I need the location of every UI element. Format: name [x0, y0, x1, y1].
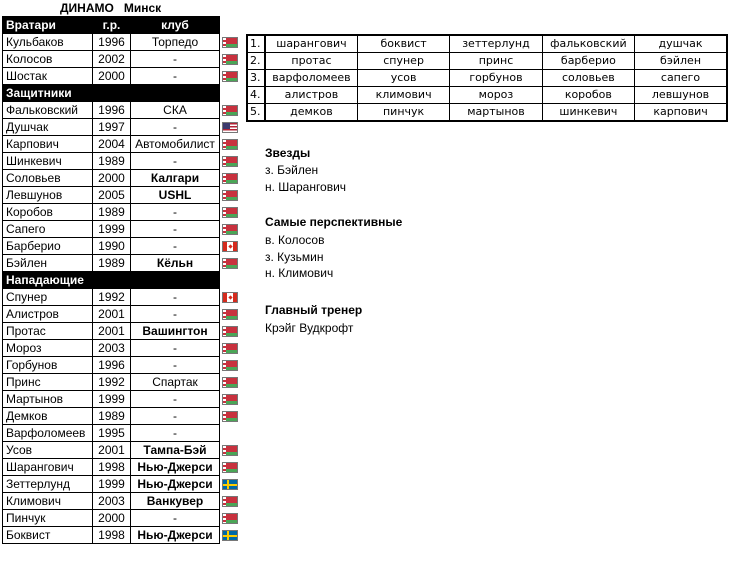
line-row — [247, 104, 727, 122]
player-year: 1996 — [93, 357, 131, 374]
player-year: 1997 — [93, 119, 131, 136]
player-row — [3, 306, 220, 323]
player-row — [3, 493, 220, 510]
player-row — [3, 255, 220, 272]
lines-table — [246, 34, 728, 122]
line-number: 1. — [247, 35, 265, 53]
line-player: принс — [450, 53, 542, 70]
player-club: Ванкувер — [131, 493, 220, 510]
flag-by-icon — [222, 343, 238, 354]
player-name: Сапего — [3, 221, 93, 238]
player-year: 1989 — [93, 204, 131, 221]
flag-by-icon — [222, 224, 238, 235]
player-year: 1989 — [93, 255, 131, 272]
flag-by-icon — [222, 445, 238, 456]
line-player: шинкевич — [542, 104, 634, 122]
line-player: душчак — [635, 35, 727, 53]
player-year: 1998 — [93, 527, 131, 544]
player-row — [3, 34, 220, 51]
player-row — [3, 357, 220, 374]
stars-item: н. Шарангович — [265, 180, 347, 194]
player-club: - — [131, 408, 220, 425]
section-header — [3, 85, 220, 102]
player-name: Зеттерлунд — [3, 476, 93, 493]
player-row — [3, 136, 220, 153]
player-year: 1999 — [93, 221, 131, 238]
flag-us-icon — [222, 122, 238, 133]
section-header — [3, 272, 220, 289]
section-label: Нападающие — [3, 272, 220, 289]
player-name: Шинкевич — [3, 153, 93, 170]
player-year: 2001 — [93, 442, 131, 459]
player-row — [3, 51, 220, 68]
flag-by-icon — [222, 139, 238, 150]
line-number: 2. — [247, 53, 265, 70]
line-player: спунер — [357, 53, 449, 70]
player-name: Левшунов — [3, 187, 93, 204]
player-year: 1989 — [93, 153, 131, 170]
player-club: - — [131, 306, 220, 323]
player-year: 1999 — [93, 391, 131, 408]
player-name: Фальковский — [3, 102, 93, 119]
player-row — [3, 170, 220, 187]
line-number: 5. — [247, 104, 265, 122]
flag-by-icon — [222, 462, 238, 473]
coach-heading: Главный тренер — [265, 303, 363, 317]
player-name: Бэйлен — [3, 255, 93, 272]
player-row — [3, 221, 220, 238]
player-name: Шостак — [3, 68, 93, 85]
player-club: Кёльн — [131, 255, 220, 272]
prospects-heading: Самые перспективные — [265, 215, 403, 229]
section-label: Защитники — [3, 85, 220, 102]
player-row — [3, 68, 220, 85]
flag-by-icon — [222, 71, 238, 82]
player-row — [3, 323, 220, 340]
flag-se-icon — [222, 530, 238, 541]
line-player: соловьев — [542, 70, 634, 87]
player-year: 2002 — [93, 51, 131, 68]
flag-se-icon — [222, 479, 238, 490]
player-row — [3, 527, 220, 544]
player-name: Демков — [3, 408, 93, 425]
player-club: USHL — [131, 187, 220, 204]
player-year: 1995 — [93, 425, 131, 442]
player-row — [3, 187, 220, 204]
roster-table — [2, 16, 220, 544]
coach-name: Крэйг Вудкрофт — [265, 321, 354, 335]
flag-by-icon — [222, 309, 238, 320]
flag-by-icon — [222, 54, 238, 65]
player-name: Душчак — [3, 119, 93, 136]
flag-by-icon — [222, 156, 238, 167]
line-player: левшунов — [635, 87, 727, 104]
player-row — [3, 119, 220, 136]
player-name: Боквист — [3, 527, 93, 544]
player-name: Алистров — [3, 306, 93, 323]
player-row — [3, 442, 220, 459]
flag-by-icon — [222, 258, 238, 269]
player-name: Протас — [3, 323, 93, 340]
player-club: - — [131, 204, 220, 221]
player-row — [3, 425, 220, 442]
player-year: 1996 — [93, 34, 131, 51]
player-row — [3, 374, 220, 391]
player-club: - — [131, 391, 220, 408]
player-club: Калгари — [131, 170, 220, 187]
player-name: Коробов — [3, 204, 93, 221]
year-header: г.р. — [93, 17, 131, 34]
player-club: - — [131, 510, 220, 527]
line-player: алистров — [265, 87, 357, 104]
roster-header — [3, 17, 220, 34]
line-player: барберио — [542, 53, 634, 70]
player-year: 2000 — [93, 510, 131, 527]
line-player: усов — [357, 70, 449, 87]
flag-by-icon — [222, 394, 238, 405]
player-name: Пинчук — [3, 510, 93, 527]
line-player: сапего — [635, 70, 727, 87]
stars-heading: Звезды — [265, 146, 311, 160]
player-year: 2000 — [93, 68, 131, 85]
line-player: протас — [265, 53, 357, 70]
team-title: ДИНАМО Минск — [60, 1, 162, 15]
flag-by-icon — [222, 411, 238, 422]
stars-item: з. Бэйлен — [265, 163, 319, 177]
line-number: 3. — [247, 70, 265, 87]
club-header: клуб — [131, 17, 220, 34]
prospects-item: в. Колосов — [265, 233, 325, 247]
player-row — [3, 289, 220, 306]
player-year: 1989 — [93, 408, 131, 425]
player-club: - — [131, 153, 220, 170]
flag-by-icon — [222, 105, 238, 116]
player-year: 2004 — [93, 136, 131, 153]
flag-by-icon — [222, 513, 238, 524]
player-name: Мартынов — [3, 391, 93, 408]
player-row — [3, 340, 220, 357]
player-name: Карпович — [3, 136, 93, 153]
player-name: Мороз — [3, 340, 93, 357]
player-name: Барберио — [3, 238, 93, 255]
player-club: Нью-Джерси — [131, 527, 220, 544]
player-row — [3, 102, 220, 119]
player-year: 1990 — [93, 238, 131, 255]
player-row — [3, 391, 220, 408]
player-club: Автомобилист — [131, 136, 220, 153]
line-player: мороз — [450, 87, 542, 104]
player-club: Торпедо — [131, 34, 220, 51]
line-row — [247, 53, 727, 70]
player-year: 2000 — [93, 170, 131, 187]
line-number: 4. — [247, 87, 265, 104]
player-year: 2001 — [93, 323, 131, 340]
line-player: карпович — [635, 104, 727, 122]
player-name: Принс — [3, 374, 93, 391]
line-player: бэйлен — [635, 53, 727, 70]
player-club: - — [131, 357, 220, 374]
prospects-item: з. Кузьмин — [265, 250, 324, 264]
player-year: 2003 — [93, 493, 131, 510]
player-club: - — [131, 238, 220, 255]
line-row — [247, 70, 727, 87]
line-row — [247, 35, 727, 53]
goalies-header: Вратари — [3, 17, 93, 34]
player-year: 2001 — [93, 306, 131, 323]
player-name: Усов — [3, 442, 93, 459]
player-row — [3, 238, 220, 255]
player-row — [3, 510, 220, 527]
prospects-item: н. Климович — [265, 266, 334, 280]
player-club: - — [131, 425, 220, 442]
player-name: Спунер — [3, 289, 93, 306]
line-player: климович — [357, 87, 449, 104]
line-player: горбунов — [450, 70, 542, 87]
player-name: Горбунов — [3, 357, 93, 374]
flag-by-icon — [222, 496, 238, 507]
flag-by-icon — [222, 190, 238, 201]
player-club: - — [131, 221, 220, 238]
player-club: СКА — [131, 102, 220, 119]
flag-by-icon — [222, 360, 238, 371]
player-name: Колосов — [3, 51, 93, 68]
player-name: Шарангович — [3, 459, 93, 476]
player-year: 2005 — [93, 187, 131, 204]
player-club: - — [131, 51, 220, 68]
player-club: - — [131, 289, 220, 306]
flag-ca-icon — [222, 292, 238, 303]
line-player: зеттерлунд — [450, 35, 542, 53]
player-year: 1996 — [93, 102, 131, 119]
player-club: Спартак — [131, 374, 220, 391]
player-row — [3, 408, 220, 425]
line-player: коробов — [542, 87, 634, 104]
player-year: 1992 — [93, 289, 131, 306]
player-row — [3, 204, 220, 221]
flag-by-icon — [222, 173, 238, 184]
flag-by-icon — [222, 326, 238, 337]
player-year: 1998 — [93, 459, 131, 476]
line-player: шарангович — [265, 35, 357, 53]
player-year: 2003 — [93, 340, 131, 357]
line-row — [247, 87, 727, 104]
player-club: Тампа-Бэй — [131, 442, 220, 459]
player-year: 1992 — [93, 374, 131, 391]
player-row — [3, 153, 220, 170]
player-row — [3, 459, 220, 476]
flag-by-icon — [222, 37, 238, 48]
player-club: Вашингтон — [131, 323, 220, 340]
player-club: - — [131, 340, 220, 357]
player-name: Варфоломеев — [3, 425, 93, 442]
player-name: Кульбаков — [3, 34, 93, 51]
player-year: 1999 — [93, 476, 131, 493]
player-club: Нью-Джерси — [131, 476, 220, 493]
line-player: пинчук — [357, 104, 449, 122]
line-player: мартынов — [450, 104, 542, 122]
flag-by-icon — [222, 377, 238, 388]
line-player: варфоломеев — [265, 70, 357, 87]
player-club: - — [131, 119, 220, 136]
line-player: боквист — [357, 35, 449, 53]
line-player: фальковский — [542, 35, 634, 53]
player-row — [3, 476, 220, 493]
player-name: Соловьев — [3, 170, 93, 187]
player-club: Нью-Джерси — [131, 459, 220, 476]
flag-by-icon — [222, 207, 238, 218]
flag-ca-icon — [222, 241, 238, 252]
player-club: - — [131, 68, 220, 85]
line-player: демков — [265, 104, 357, 122]
player-name: Климович — [3, 493, 93, 510]
